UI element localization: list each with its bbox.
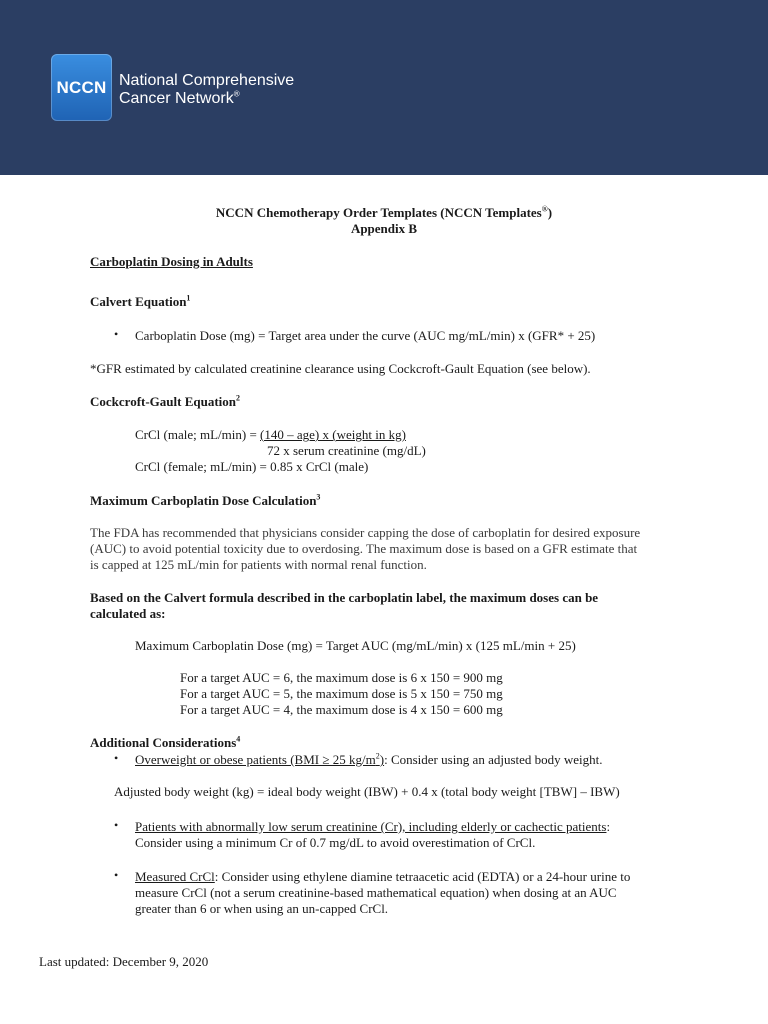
maxdose-heading: Maximum Carboplatin Dose Calculation$^3$ — [90, 492, 321, 508]
adjusted-body-weight-formula: Adjusted body weight (kg) = ideal body weight (IBW) + 0.4 x (total body weight [TBW] – IBW) — [114, 784, 620, 799]
org-line-1: National Comprehensive — [119, 72, 295, 89]
max-dose-formula: Maximum Carboplatin Dose (mg) = Target AUC (mg/mL/min) x (125 mL/min + 25) — [135, 638, 576, 653]
crcl-male-formula: CrCl (male; mL/min) = (140 – age) x (weight in kg) — [135, 427, 406, 442]
calvert-label-line-1: Based on the Calvert formula described in the carboplatin label, the maximum doses can be — [90, 590, 599, 605]
nccn-logo — [51, 54, 112, 121]
document-title: NCCN Chemotherapy Order Templates (NCCN Templates®) — [215, 204, 553, 220]
fda-paragraph-line-2: (AUC) to avoid potential toxicity due to overdosing. The maximum dose is based on a GFR estimate that — [90, 541, 638, 556]
example-auc-5: For a target AUC = 5, the maximum dose is 5 x 150 = 750 mg — [180, 686, 503, 701]
organization-name — [119, 72, 294, 108]
document-subtitle: Appendix B — [350, 221, 418, 236]
last-updated: Last updated: December 9, 2020 — [39, 954, 209, 969]
overweight-bullet: Overweight or obese patients (BMI ≥ 25 $kg/m^2$): Consider using an adjusted body weight. — [135, 751, 603, 767]
bullet-icon: • — [114, 751, 119, 765]
section-heading-carboplatin: Carboplatin Dosing in Adults — [90, 254, 253, 269]
cockcroft-heading: Cockcroft-Gault Equation$^2$ — [90, 393, 241, 409]
additional-heading: Additional Considerations$^4$ — [90, 734, 241, 750]
example-auc-4: For a target AUC = 4, the maximum dose is 4 x 150 = 600 mg — [180, 702, 503, 717]
calvert-label-line-2: calculated as: — [90, 606, 166, 621]
bullet-icon: • — [114, 818, 119, 832]
crcl-female-formula: CrCl (female; mL/min) = 0.85 x CrCl (male) — [135, 459, 369, 474]
measured-crcl-line-2: measure CrCl (not a serum creatinine-based mathematical equation) when dosing at an AUC — [135, 885, 617, 900]
fda-paragraph-line-3: is capped at 125 mL/min for patients with normal renal function. — [90, 557, 427, 572]
measured-crcl-line-3: greater than 6 or when using an un-capped CrCl. — [135, 901, 389, 916]
low-creatinine-line-2: Consider using a minimum Cr of 0.7 mg/dL to avoid overestimation of CrCl. — [135, 835, 536, 850]
low-creatinine-bullet: Patients with abnormally low serum creatinine (Cr), including elderly or cachectic patients: — [135, 819, 611, 834]
header-banner — [0, 0, 768, 175]
logo-abbr: NCCN — [56, 77, 107, 97]
bullet-icon: • — [114, 327, 119, 341]
crcl-male-denominator: 72 x serum creatinine (mg/dL) — [267, 443, 426, 458]
fda-paragraph-line-1: The FDA has recommended that physicians consider capping the dose of carboplatin for desired exposure — [90, 525, 641, 540]
calvert-heading: Calvert Equation$^1$ — [90, 293, 191, 309]
gfr-note: *GFR estimated by calculated creatinine clearance using Cockcroft-Gault Equation (see below). — [90, 361, 591, 376]
registered-mark: ® — [233, 89, 240, 99]
calvert-formula: Carboplatin Dose (mg) = Target area under the curve (AUC mg/mL/min) x (GFR* + 25) — [135, 328, 596, 343]
bullet-icon: • — [114, 868, 119, 882]
example-auc-6: For a target AUC = 6, the maximum dose is 6 x 150 = 900 mg — [180, 670, 503, 685]
measured-crcl-bullet: Measured CrCl: Consider using ethylene diamine tetraacetic acid (EDTA) or a 24-hour urine to — [135, 869, 631, 884]
org-line-2: Cancer Network® — [119, 89, 240, 107]
